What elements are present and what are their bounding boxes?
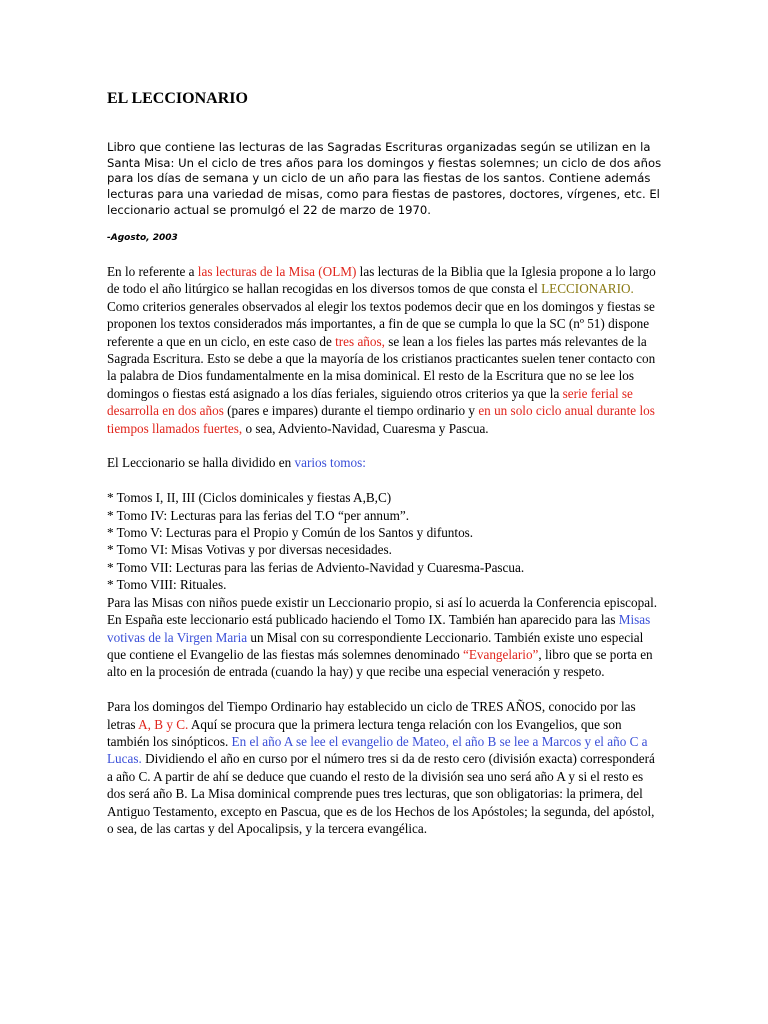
list-item: * Tomos I, II, III (Ciclos dominicales y fiestas A,B,C)	[107, 490, 392, 506]
link-evangelios-ciclo[interactable]: En el año A se lee el evangelio de Mateo, el año B se lee a Marcos y el año C a Lucas.	[107, 733, 648, 767]
paragraph-criterios: Como criterios generales observados al elegir los textos podemos decir que en los domingos y fiestas se proponen los textos considerados más importantes, a fin de que se cumpla lo que la SC (nº 51) dispone referente a que en un ciclo, en este caso de tres años, se lean a los fieles las partes más relevantes de la Sagrada Escritura. Esto se debe a que la mayoría de los cristianos practicantes suelen tener contacto con la palabra de Dios fundamentalmente en la misa dominical. El resto de la Escritura que no se lee los domingos o fiestas está asignado a los días feriales, siguiendo otros criterios ya que la serie ferial se desarrolla en dos años (pares e impares) durante el tiempo ordinario y en un solo ciclo anual durante los tiempos llamados fuertes, o sea, Adviento-Navidad, Cuaresma y Pascua.	[107, 298, 656, 436]
link-tres-anos[interactable]: tres años,	[335, 333, 385, 349]
link-ciclo-anual[interactable]: en un solo ciclo anual durante los tiempos llamados fuertes,	[107, 403, 655, 436]
paragraph-olm: En lo referente a las lecturas de la Misa (OLM) las lecturas de la Biblia que la Iglesia propone a lo largo de todo el año litúrgico se hallan recogidas en los diversos tomos de que consta el LECCIONARIO.	[107, 264, 656, 297]
link-leccionario[interactable]: LECCIONARIO.	[541, 281, 634, 297]
paragraph-ninos: Para las Misas con niños puede existir un Leccionario propio, si así lo acuerda la Conferencia episcopal. En España este leccionario está publicado haciendo el Tomo IX. También han aparecido para las Misas votivas de la Virgen Maria un Misal con su correspondiente Leccionario. También existe uno especial que contiene el Evangelio de las fiestas más solemnes denominado “Evangelario”, libro que se porta en alto en la procesión de entrada (cuando la hay) y que recibe una especial veneración y respeto.	[107, 594, 658, 680]
intro-paragraph: Libro que contiene las lecturas de las Sagradas Escrituras organizadas según se utilizan en la Santa Misa: Un el ciclo de tres años para los domingos y fiestas solemnes; un ciclo de dos años para los días de semana y un ciclo de un año para las fiestas de los santos. Contiene además lecturas para una variedad de misas, como para fiestas de pastores, doctores, vírgenes, etc. El leccionario actual se promulgó el 22 de marzo de 1970.	[107, 140, 662, 217]
link-evangelario[interactable]: “Evangelario”	[462, 646, 539, 662]
link-misas-votivas[interactable]: Misas votivas de la Virgen Maria	[107, 612, 651, 645]
link-varios-tomos[interactable]: varios tomos:	[294, 455, 366, 471]
link-lecturas-misa[interactable]: las lecturas de la Misa (OLM)	[197, 264, 357, 279]
body-text	[107, 263, 659, 837]
link-letras-abc[interactable]: A, B y C.	[138, 716, 189, 732]
list-item: * Tomo VI: Misas Votivas y por diversas necesidades.	[107, 542, 392, 558]
intro-date: -Agosto, 2003	[107, 233, 178, 243]
list-item: * Tomo VII: Lecturas para las ferias de Adviento-Navidad y Cuaresma-Pascua.	[107, 559, 525, 575]
paragraph-tiempo-ordinario: Para los domingos del Tiempo Ordinario hay establecido un ciclo de TRES AÑOS, conocido por las letras A, B y C. Aquí se procura que la primera lectura tenga relación con los Evangelios, que son también los sinópticos. En el año A se lee el evangelio de Mateo, el año B se lee a Marcos y el año C a Lucas. Dividiendo el año en curso por el número tres si da de resto cero (división exacta) corresponderá a año C. A partir de ahí se deduce que cuando el resto de la división sea uno será año A y si el resto es dos será año B. La Misa dominical comprende pues tres lecturas, que son obligatorias: la primera, del Antiguo Testamento, excepto en Pascua, que es de los Hechos de los Apóstoles; la segunda, del apóstol, o sea, de las cartas y del Apocalipsis, y la tercera evangélica.	[107, 699, 655, 836]
page-title: EL LECCIONARIO	[107, 90, 248, 107]
list-item: * Tomo IV: Lecturas para las ferias del T.O “per annum”.	[107, 507, 410, 523]
list-item: * Tomo V: Lecturas para el Propio y Común de los Santos y difuntos.	[107, 525, 474, 541]
list-item: * Tomo VIII: Rituales.	[107, 577, 227, 593]
link-serie-ferial[interactable]: serie ferial se desarrolla en dos años	[107, 385, 633, 419]
paragraph-division: El Leccionario se halla dividido en varios tomos:	[107, 455, 366, 471]
